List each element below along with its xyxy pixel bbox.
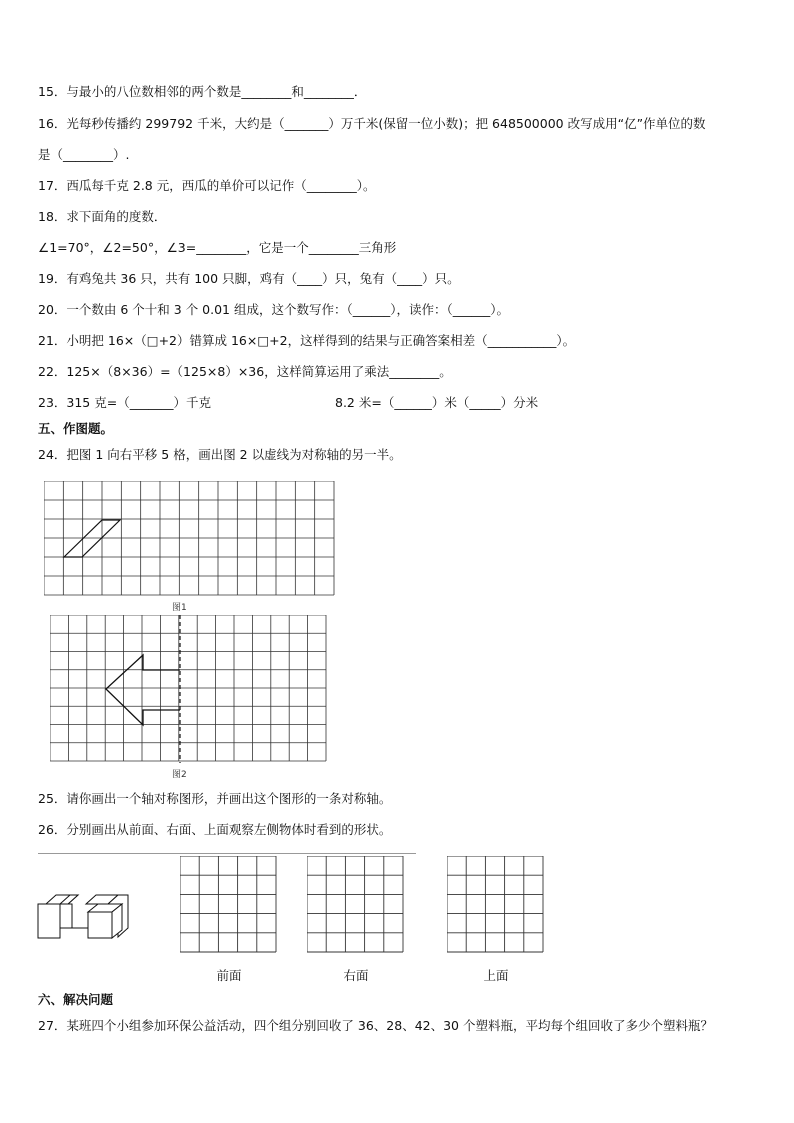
front-view-label: 前面 — [216, 968, 242, 983]
question-16-line1: 16．光每秒传播约 299792 千米，大约是（_______）万千米(保留一位小数)；把 648500000 改写成用“亿”作单位的数 — [38, 116, 706, 131]
question-26: 26．分别画出从前面、右面、上面观察左侧物体时看到的形状。 — [38, 822, 392, 837]
question-18: 18．求下面角的度数． — [38, 209, 167, 224]
question-24: 24．把图 1 向右平移 5 格，画出图 2 以虚线为对称轴的另一半。 — [38, 447, 402, 462]
divider-line — [38, 853, 416, 854]
question-27: 27．某班四个小组参加环保公益活动，四个组分别回收了 36、28、42、30 个塑料瓶，平均每个组回收了多少个塑料瓶？ — [38, 1018, 713, 1033]
right-view-grid — [307, 856, 405, 954]
arrow-half-shape — [106, 655, 180, 725]
question-18-angles: ∠1=70°，∠2=50°，∠3=________，它是一个________三角形 — [38, 240, 397, 255]
question-25: 25．请你画出一个轴对称图形，并画出这个图形的一条对称轴。 — [38, 791, 392, 806]
question-20: 20．一个数由 6 个十和 3 个 0.01 组成，这个数写作：（______），读作：（______）。 — [38, 302, 509, 317]
figure-2-grid — [50, 615, 328, 763]
figure-2-label: 图2 — [172, 770, 187, 780]
figure-1-grid — [44, 481, 336, 597]
question-17: 17．西瓜每千克 2.8 元，西瓜的单价可以记作（________）。 — [38, 178, 376, 193]
question-15: 15．与最小的八位数相邻的两个数是________和________． — [38, 84, 367, 99]
question-16-line2: 是（________）. — [38, 147, 130, 162]
right-view-label: 右面 — [343, 968, 369, 983]
question-21: 21．小明把 16×（□+2）错算成 16×□+2，这样得到的结果与正确答案相差（___________）。 — [38, 333, 576, 348]
question-23-part1: 23．315 克=（_______）千克 — [38, 395, 211, 410]
parallelogram-shape — [64, 520, 120, 557]
top-view-grid — [447, 856, 545, 954]
top-view-label: 上面 — [483, 968, 509, 983]
section-6-title: 六、解决问题 — [38, 992, 114, 1007]
question-23-part2: 8.2 米=（______）米（_____）分米 — [335, 395, 539, 410]
front-view-grid — [180, 856, 278, 954]
question-19: 19．有鸡兔共 36 只，共有 100 只脚，鸡有（____）只，兔有（____）只。 — [38, 271, 460, 286]
cube-solid-figure — [36, 890, 132, 942]
section-5-title: 五、作图题。 — [38, 421, 114, 436]
question-22: 22．125×（8×36）=（125×8）×36，这样简算运用了乘法________。 — [38, 364, 452, 379]
figure-1-label: 图1 — [172, 603, 187, 613]
